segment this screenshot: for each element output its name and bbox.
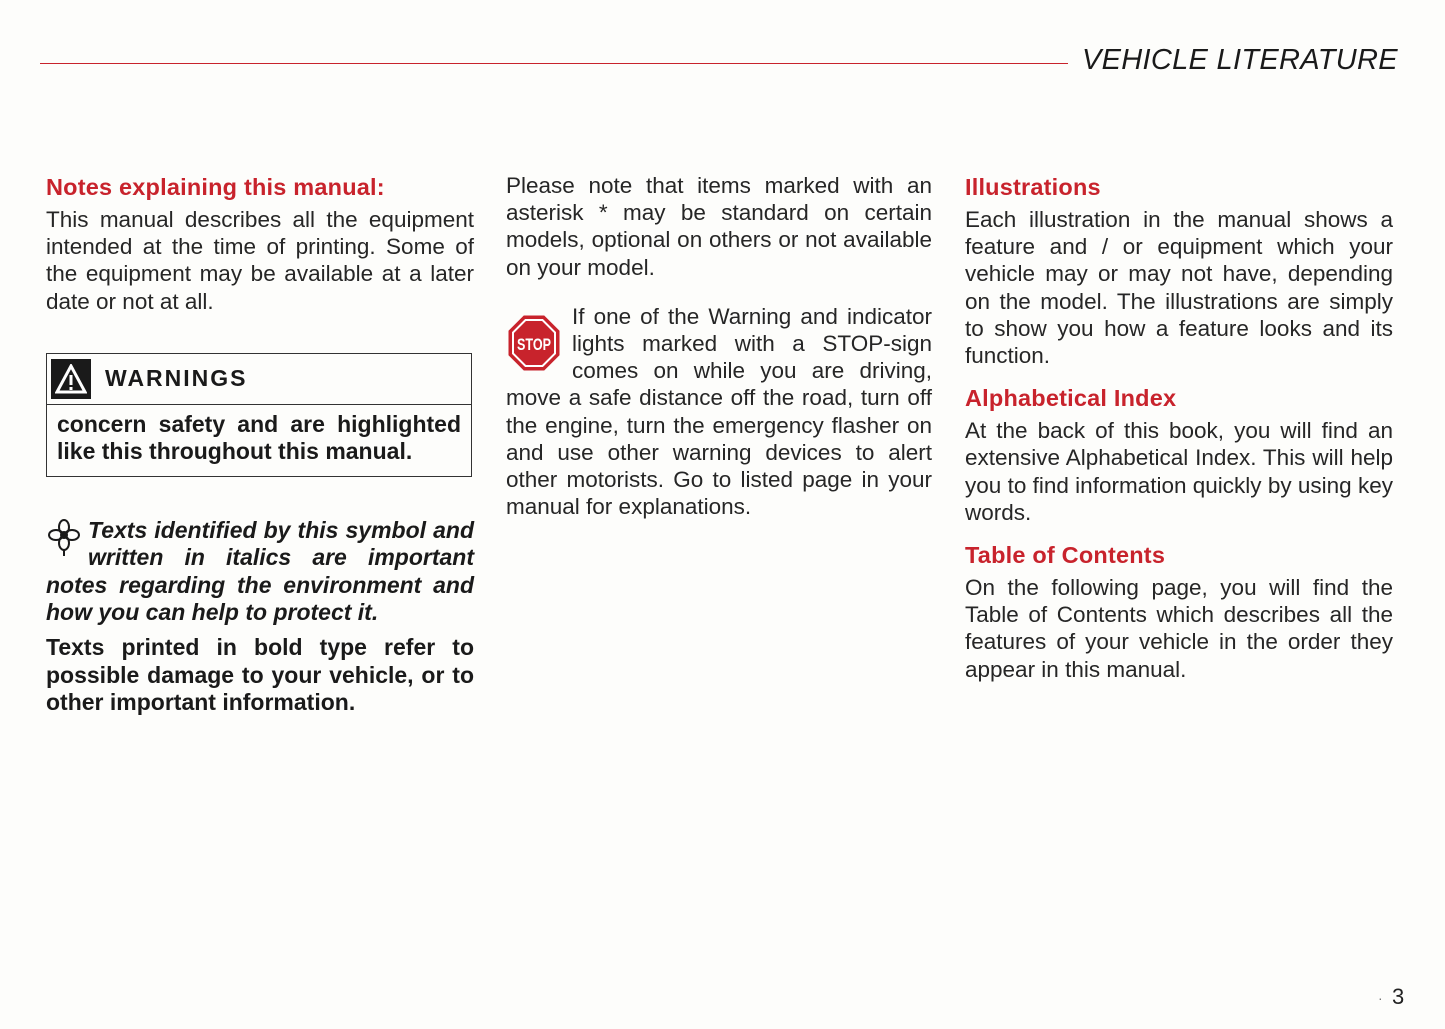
warnings-title: WARNINGS: [105, 365, 248, 392]
environment-note: [46, 517, 474, 627]
page-number-dot: ·: [1378, 990, 1383, 1006]
flower-icon: [46, 517, 82, 561]
stop-note-text: If one of the Warning and indicator lights marked with a STOP-sign comes on while you are driving, move a safe distance off the road, turn off the engine, turn the emergency flasher on and use other warning devices to alert other motorists. Go to listed page in your manual for explanations.: [506, 303, 932, 520]
table-of-contents-heading: Table of Contents: [965, 542, 1166, 569]
page-number: 3: [1392, 984, 1405, 1009]
stop-note: [506, 303, 932, 521]
column-right: [965, 172, 1393, 683]
environment-text: Texts identified by this symbol and written in italics are important notes regarding the environment and how you can help to protect it.: [46, 516, 474, 626]
header-rule: [40, 63, 1068, 64]
page-header-title: VEHICLE LITERATURE: [1082, 44, 1398, 76]
illustrations-heading: Illustrations: [965, 174, 1101, 200]
column-middle: [506, 172, 932, 520]
table-of-contents-text: On the following page, you will find the Table of Contents which describes all the features of your vehicle in the order they appear in this manual.: [965, 575, 1393, 682]
warnings-header: [47, 354, 471, 405]
asterisk-note-text: Please note that items marked with an asterisk * may be standard on certain models, optional on others or not available on your model.: [506, 173, 932, 280]
warnings-body: concern safety and are highlighted like this throughout this manual.: [57, 410, 461, 465]
warnings-box: [46, 353, 472, 477]
alphabetical-index-text: At the back of this book, you will find an extensive Alphabetical Index. This will help you to find information quickly by using key words.: [965, 418, 1393, 525]
alphabetical-index-heading: Alphabetical Index: [965, 385, 1177, 412]
bold-note-text: Texts printed in bold type refer to possible damage to your vehicle, or to other important information.: [46, 634, 474, 715]
stop-sign-label: STOP: [517, 334, 551, 354]
notes-intro-text: This manual describes all the equipment intended at the time of printing. Some of the equipment may be available at a later date or not at all.: [46, 207, 474, 314]
warning-triangle-icon: [51, 359, 91, 399]
illustrations-text: Each illustration in the manual shows a feature and / or equipment which your vehicle may or may not have, depending on the model. The illustrations are simply to show you how a feature looks and its function.: [965, 207, 1393, 369]
stop-sign-icon: [506, 313, 562, 373]
notes-heading: Notes explaining this manual:: [46, 174, 385, 200]
column-left: [46, 172, 474, 739]
